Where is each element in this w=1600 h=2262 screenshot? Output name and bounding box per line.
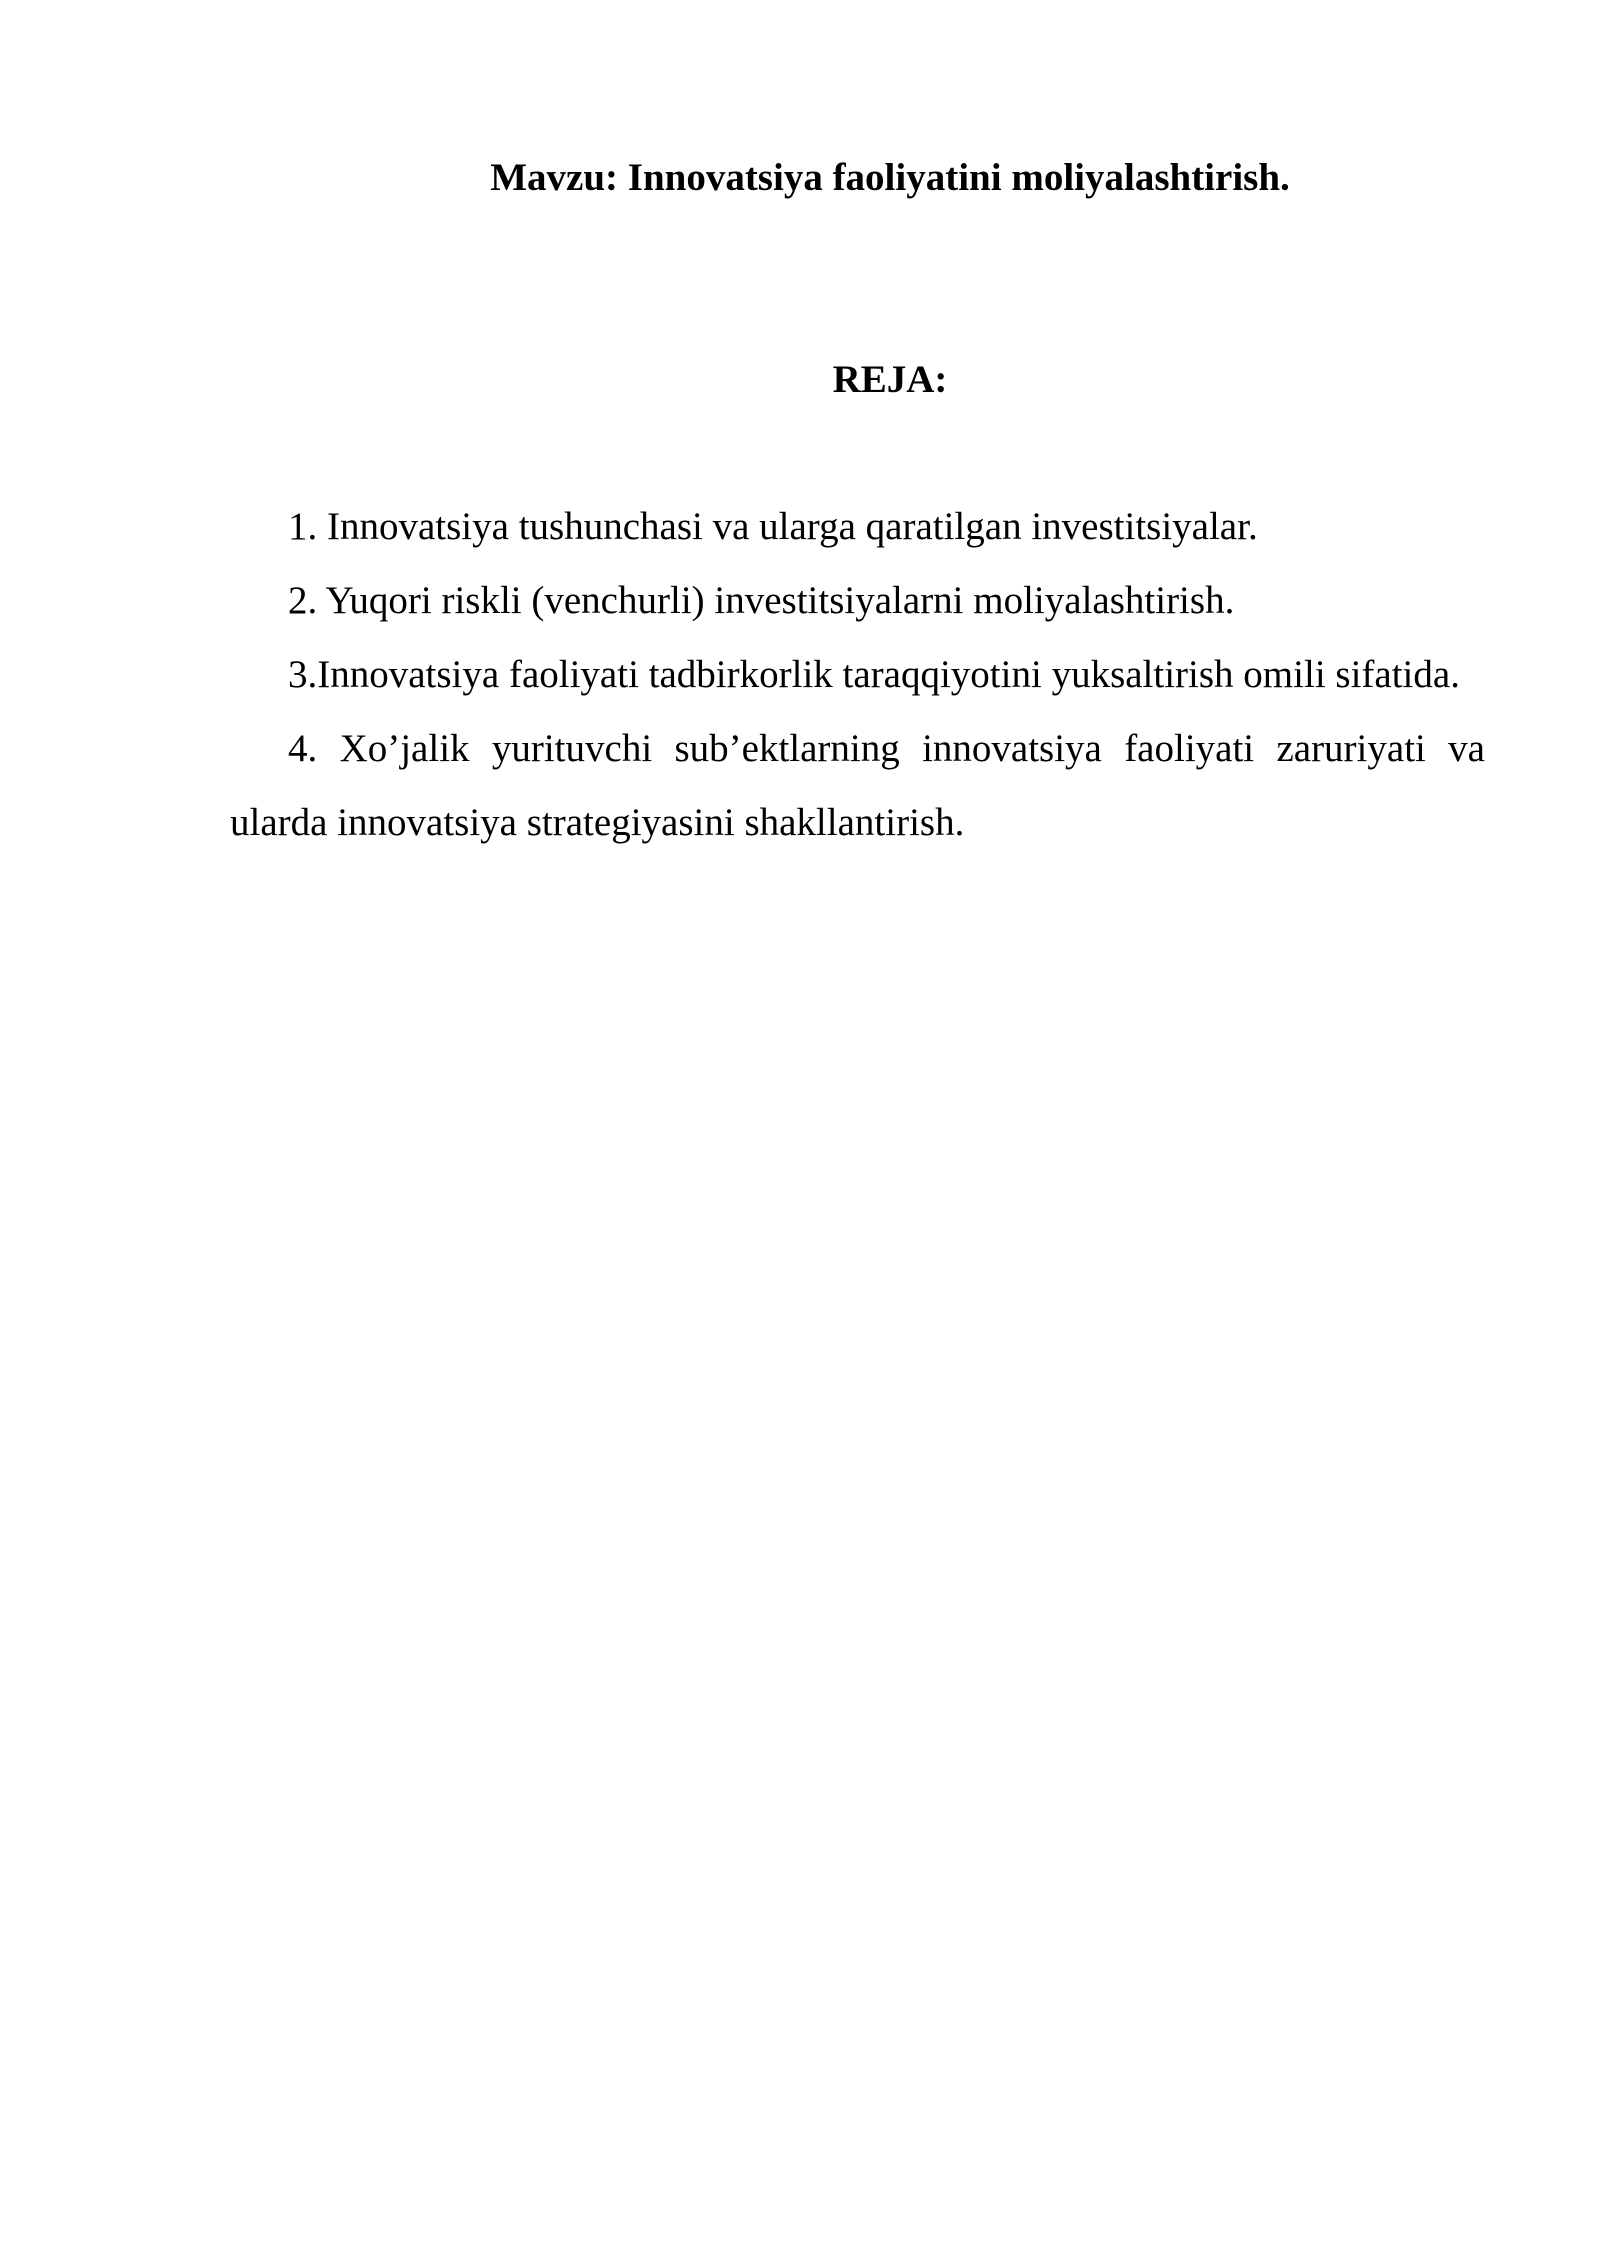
plan-item-2: 2. Yuqori riskli (venchurli) investitsiyalarni moliyalashtirish. bbox=[288, 579, 1235, 622]
plan-item-3: 3.Innovatsiya faoliyati tadbirkorlik taraqqiyotini yuksaltirish omili sifatida. bbox=[288, 653, 1460, 696]
plan-item-4: 4. Xo’jalik yurituvchi sub’ektlarning innovatsiya faoliyati zaruriyati va ularda innovatsiya strategiyasini shakllantirish. bbox=[230, 727, 1485, 844]
document-title: Mavzu: Innovatsiya faoliyatini moliyalashtirish. bbox=[490, 156, 1290, 199]
plan-list bbox=[230, 490, 1485, 860]
plan-item-1: 1. Innovatsiya tushunchasi va ularga qaratilgan investitsiyalar. bbox=[288, 505, 1258, 548]
plan-heading: REJA: bbox=[832, 358, 948, 401]
